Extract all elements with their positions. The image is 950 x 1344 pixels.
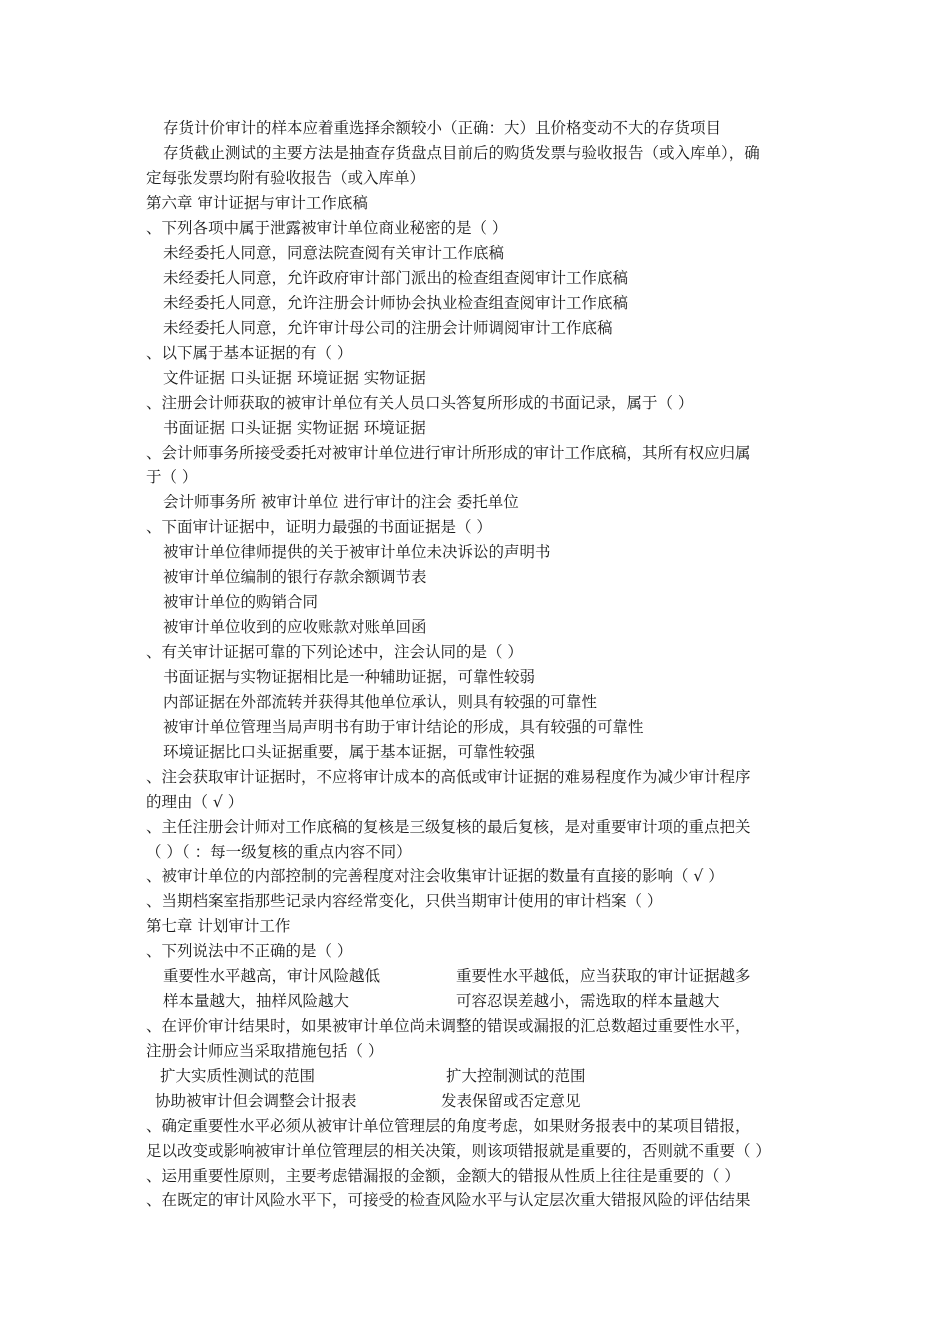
option-line: 环境证据比口头证据重要，属于基本证据，可靠性较强 (163, 743, 536, 761)
question-line: 、当期档案室指那些记录内容经常变化，只供当期审计使用的审计档案（ ） (146, 892, 663, 910)
option-line: 被审计单位律师提供的关于被审计单位未决诉讼的声明书 (163, 543, 551, 561)
question-line: （ ）（ ：每一级复核的重点内容不同） (146, 843, 412, 861)
option-line: 发表保留或否定意见 (441, 1092, 581, 1110)
question-line: 、以下属于基本证据的有（ ） (146, 344, 353, 362)
option-line: 未经委托人同意，允许注册会计师协会执业检查组查阅审计工作底稿 (163, 294, 629, 312)
question-line: 、被审计单位的内部控制的完善程度对注会收集审计证据的数量有直接的影响（ √ ） (146, 867, 724, 885)
question-line: 、下列各项中属于泄露被审计单位商业秘密的是（ ） (146, 219, 508, 237)
question-line: 、下列说法中不正确的是（ ） (146, 942, 353, 960)
question-line: 、在既定的审计风险水平下，可接受的检查风险水平与认定层次重大错报风险的评估结果 (146, 1191, 751, 1209)
option-line: 扩大实质性测试的范围 (160, 1067, 316, 1085)
option-line: 未经委托人同意，允许审计母公司的注册会计师调阅审计工作底稿 (163, 319, 613, 337)
question-line: 于（ ） (146, 468, 198, 486)
option-line: 未经委托人同意，允许政府审计部门派出的检查组查阅审计工作底稿 (163, 269, 629, 287)
option-line: 协助被审计但会调整会计报表 (155, 1092, 357, 1110)
option-line: 内部证据在外部流转并获得其他单位承认，则具有较强的可靠性 (163, 693, 598, 711)
option-line: 未经委托人同意，同意法院查阅有关审计工作底稿 (163, 244, 505, 262)
text-line: 存货截止测试的主要方法是抽查存货盘点目前后的购货发票与验收报告（或入库单），确 (163, 144, 760, 162)
text-line: 定每张发票均附有验收报告（或入库单） (146, 169, 426, 187)
option-line: 被审计单位管理当局声明书有助于审计结论的形成，具有较强的可靠性 (163, 718, 644, 736)
question-line: 、确定重要性水平必须从被审计单位管理层的角度考虑，如果财务报表中的某项目错报， (146, 1117, 751, 1135)
option-line: 扩大控制测试的范围 (446, 1067, 586, 1085)
option-line: 被审计单位编制的银行存款余额调节表 (163, 568, 427, 586)
option-line: 可容忍误差越小，需选取的样本量越大 (456, 992, 720, 1010)
question-line: 注册会计师应当采取措施包括（ ） (146, 1042, 384, 1060)
question-line: 、注册会计师获取的被审计单位有关人员口头答复所形成的书面记录，属于（ ） (146, 394, 694, 412)
question-line: 、有关审计证据可靠的下列论述中，注会认同的是（ ） (146, 643, 523, 661)
option-line: 重要性水平越低，应当获取的审计证据越多 (456, 967, 751, 985)
option-line: 会计师事务所 被审计单位 进行审计的注会 委托单位 (163, 493, 519, 511)
option-line: 样本量越大，抽样风险越大 (163, 992, 350, 1010)
option-line: 重要性水平越高，审计风险越低 (163, 967, 381, 985)
question-line: 、在评价审计结果时，如果被审计单位尚未调整的错误或漏报的汇总数超过重要性水平， (146, 1017, 751, 1035)
question-line: 、主任注册会计师对工作底稿的复核是三级复核的最后复核，是对重要审计项的重点把关 (146, 818, 751, 836)
question-line: 、注会获取审计证据时，不应将审计成本的高低或审计证据的难易程度作为减少审计程序 (146, 768, 751, 786)
question-line: 足以改变或影响被审计单位管理层的相关决策，则该项错报就是重要的，否则就不重要（ ） (146, 1142, 771, 1160)
question-line: 的理由（ √ ） (146, 793, 244, 811)
question-line: 、下面审计证据中，证明力最强的书面证据是（ ） (146, 518, 492, 536)
chapter-heading: 第七章 计划审计工作 (146, 917, 291, 935)
option-line: 被审计单位的购销合同 (163, 593, 319, 611)
option-line: 书面证据与实物证据相比是一种辅助证据，可靠性较弱 (163, 668, 536, 686)
question-line: 、会计师事务所接受委托对被审计单位进行审计所形成的审计工作底稿，其所有权应归属 (146, 444, 751, 462)
option-line: 被审计单位收到的应收账款对账单回函 (163, 618, 427, 636)
chapter-heading: 第六章 审计证据与审计工作底稿 (146, 194, 368, 212)
option-line: 文件证据 口头证据 环境证据 实物证据 (163, 369, 426, 387)
option-line: 书面证据 口头证据 实物证据 环境证据 (163, 419, 426, 437)
text-line: 存货计价审计的样本应着重选择余额较小（正确：大）且价格变动不大的存货项目 (163, 119, 722, 137)
question-line: 、运用重要性原则，主要考虑错漏报的金额，金额大的错报从性质上往往是重要的（ ） (146, 1167, 740, 1185)
